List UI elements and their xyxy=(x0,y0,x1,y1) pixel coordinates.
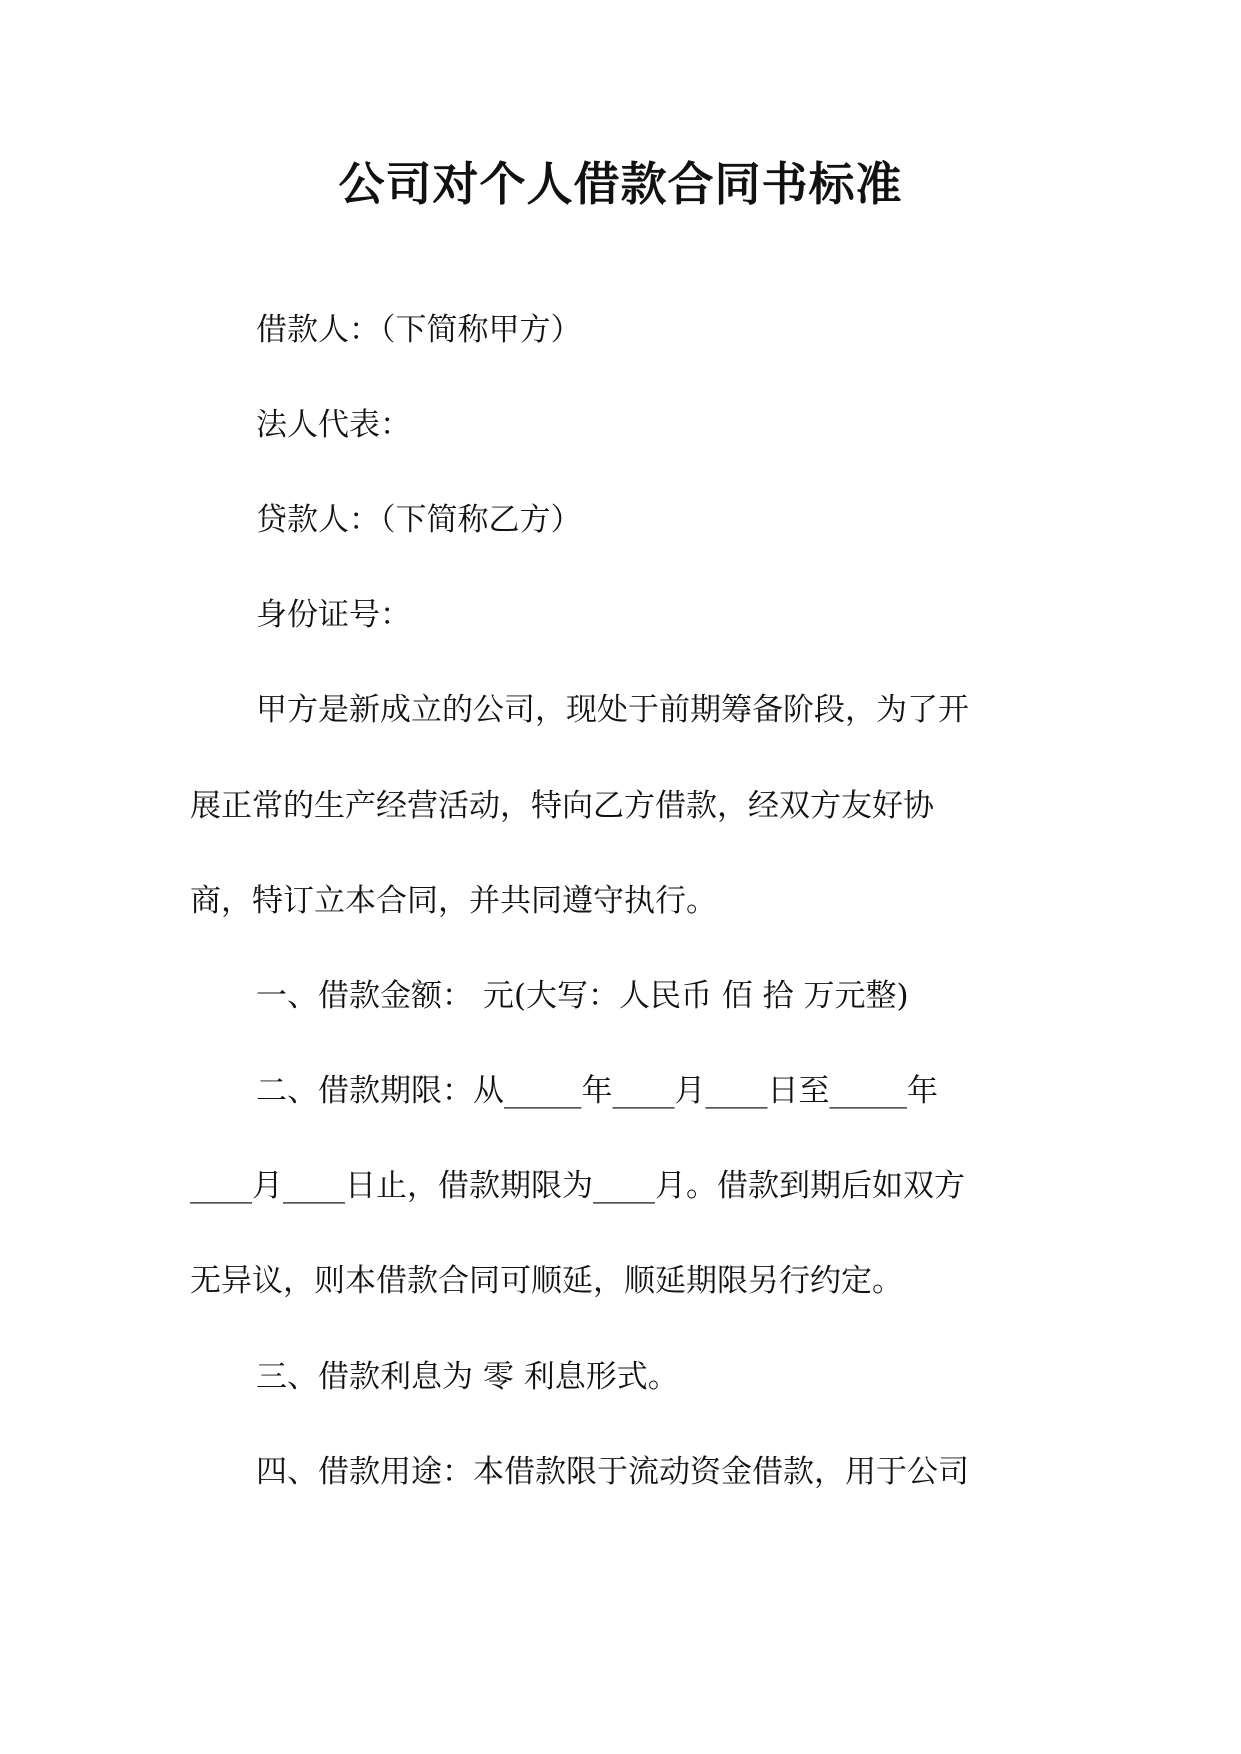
intro-paragraph-line-2: 展正常的生产经营活动，特向乙方借款，经双方友好协 xyxy=(190,788,934,824)
clause-loan-term-line-1: 二、借款期限：从_____年____月____日至_____年 xyxy=(256,1073,938,1109)
intro-paragraph-line-3: 商，特订立本合同，并共同遵守执行。 xyxy=(190,883,717,919)
clause-loan-purpose-line-1: 四、借款用途：本借款限于流动资金借款，用于公司 xyxy=(256,1454,969,1490)
intro-paragraph-line-1: 甲方是新成立的公司，现处于前期筹备阶段，为了开 xyxy=(256,692,969,728)
borrower-line: 借款人：（下简称甲方） xyxy=(256,312,582,348)
id-number-line: 身份证号： xyxy=(256,597,411,633)
document-title: 公司对个人借款合同书标准 xyxy=(338,157,903,211)
clause-loan-amount: 一、借款金额： 元(大写：人民币 佰 拾 万元整) xyxy=(256,978,909,1014)
clause-loan-term-line-3: 无异议，则本借款合同可顺延，顺延期限另行约定。 xyxy=(190,1263,903,1299)
lender-line: 贷款人：（下简称乙方） xyxy=(256,502,582,538)
legal-representative-line: 法人代表： xyxy=(256,407,411,443)
clause-loan-interest: 三、借款利息为 零 利息形式。 xyxy=(256,1359,679,1395)
clause-loan-term-line-2: ____月____日止，借款期限为____月。借款到期后如双方 xyxy=(190,1168,965,1204)
